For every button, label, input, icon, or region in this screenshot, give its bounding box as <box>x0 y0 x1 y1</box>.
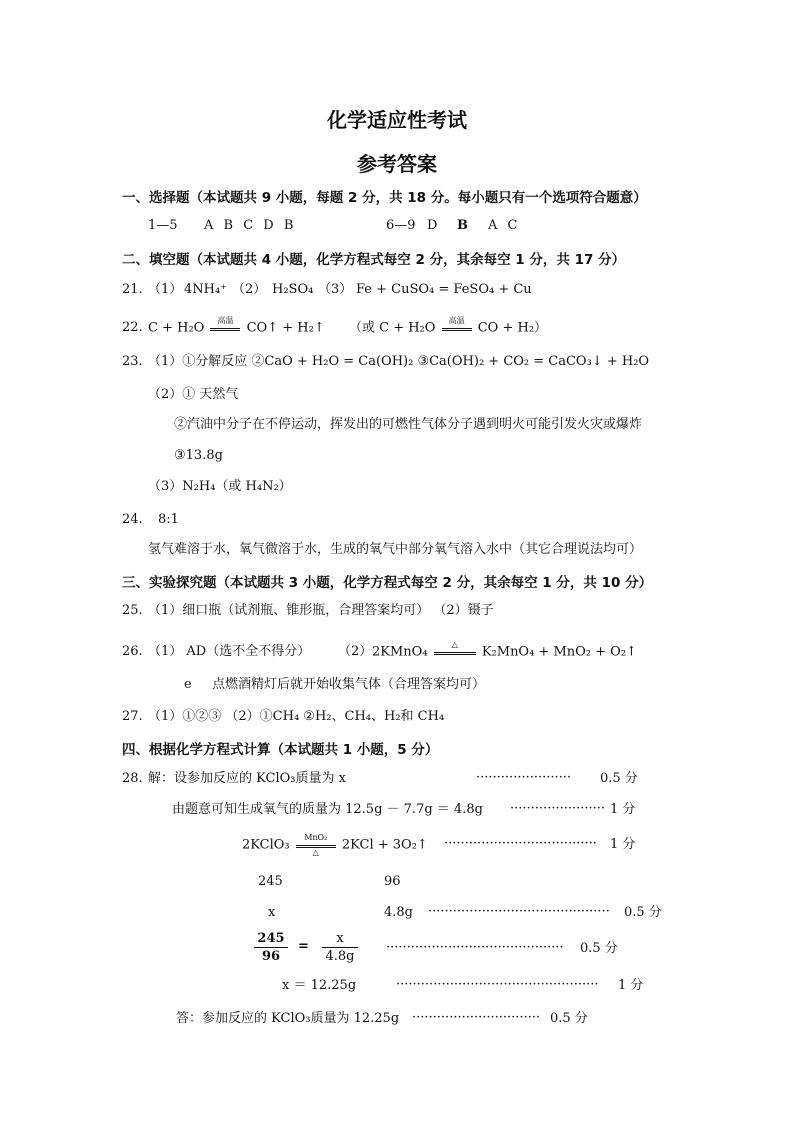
q21-part-3: （3） <box>318 282 353 297</box>
reaction-arrow <box>296 833 336 857</box>
q28-score-1: 0.5 分 <box>600 771 638 786</box>
q28-fraction-left <box>254 930 288 965</box>
reaction-arrow <box>210 316 240 337</box>
q26-number: 26. <box>122 644 143 659</box>
q28-heat: △ <box>312 848 319 857</box>
q28-equation <box>242 833 428 857</box>
section-heading-4: 四、根据化学方程式计算（本试题共 1 小题，5 分） <box>122 742 439 758</box>
q1-answer-7: B <box>457 218 468 233</box>
q23-line-4: ③13.8g <box>174 448 223 463</box>
section-heading-2: 二、填空题（本试题共 4 小题，化学方程式每空 2 分，其余每空 1 分，共 17 分） <box>122 252 626 268</box>
q28-score-3: 1 分 <box>610 837 636 852</box>
q1-range-2: 6—9 <box>386 218 416 233</box>
q22-alt-condition: 高温 <box>448 316 465 325</box>
q23-line-5: （3）N₂H₄（或 H₄N₂） <box>148 479 292 494</box>
q28-equals: = <box>298 939 309 954</box>
q28-line-1: 解：设参加反应的 KClO₃质量为 x <box>148 771 346 786</box>
q28-frac-num-2: x <box>322 930 358 948</box>
reaction-arrow <box>442 316 472 337</box>
leader-dots: ····································· <box>444 836 597 851</box>
leader-dots: ················································· <box>396 977 599 992</box>
leader-dots: ······················· <box>476 770 572 785</box>
q26-condition: △ <box>451 640 458 649</box>
q26-equation <box>372 640 637 662</box>
q26-e-text: 点燃酒精灯后就开始收集气体（合理答案均可） <box>212 677 486 692</box>
q28-mass-kclo3: 245 <box>258 874 283 889</box>
q1-answer-6: D <box>427 218 438 233</box>
q21-answer-3: Fe + CuSO₄ = FeSO₄ + Cu <box>356 282 532 297</box>
q28-score-4: 0.5 分 <box>624 905 662 920</box>
q23-line-2: （2）① 天然气 <box>148 387 239 402</box>
leader-dots: ······················· <box>510 801 606 816</box>
q26-lhs: 2KMnO₄ <box>372 644 428 660</box>
q25-line: （1）细口瓶（试剂瓶、锥形瓶，合理答案均可） （2）镊子 <box>148 603 494 618</box>
q26-part-2: （2） <box>338 644 373 659</box>
q26-rhs: K₂MnO₄ + MnO₂ + O₂↑ <box>481 644 637 660</box>
q21-part-1: （1） <box>148 282 183 297</box>
q22-alt-rhs: CO + H₂） <box>477 320 548 336</box>
q28-frac-den-2: 4.8g <box>325 949 355 964</box>
q22-alt-lhs: （或 C + H₂O <box>348 320 436 336</box>
q22-number: 22. <box>122 320 143 335</box>
q24-explanation: 氢气难溶于水，氧气微溶于水，生成的氧气中部分氧气溶入水中（其它合理说法均可） <box>148 542 643 557</box>
q27-number: 27. <box>122 709 143 724</box>
q28-var-x: x <box>268 905 276 920</box>
q26-e-label: e <box>184 677 192 692</box>
q22-lhs: C + H₂O <box>148 320 205 336</box>
q22-condition: 高温 <box>217 316 234 325</box>
q28-catalyst: MnO₂ <box>304 833 328 842</box>
page-title: 化学适应性考试 <box>327 108 467 132</box>
q28-number: 28. <box>122 771 143 786</box>
q28-eq-rhs: 2KCl + 3O₂↑ <box>341 837 428 853</box>
q28-score-2: 1 分 <box>610 802 636 817</box>
q26-part-1: （1） AD（选不全不得分） <box>148 644 311 659</box>
q28-line-2: 由题意可知生成氧气的质量为 12.5g － 7.7g ＝ 4.8g <box>172 802 483 817</box>
section-heading-3: 三、实验探究题（本试题共 3 小题，化学方程式每空 2 分，其余每空 1 分，共 10 分） <box>122 575 653 591</box>
q27-line: （1）①②③ （2）①CH₄ ②H₂、CH₄、H₂和 CH₄ <box>148 709 445 724</box>
q1-answers-8-9: A C <box>488 218 518 233</box>
section-heading-1: 一、选择题（本试题共 9 小题，每题 2 分，共 18 分。每小题只有一个选项符合题意） <box>122 190 647 206</box>
q22-rhs: CO↑ + H₂↑ <box>246 320 325 336</box>
q23-line-1: （1）①分解反应 ②CaO + H₂O = Ca(OH)₂ ③Ca(OH)₂ + CO₂ = CaCO₃↓ + H₂O <box>148 354 650 369</box>
q28-var-o2: 4.8g <box>384 905 413 920</box>
q28-score-6: 1 分 <box>618 978 644 993</box>
q28-score-7: 0.5 分 <box>550 1011 588 1026</box>
q28-score-5: 0.5 分 <box>580 941 618 956</box>
q24-answer: 8:1 <box>158 512 179 527</box>
q28-eq-lhs: 2KClO₃ <box>242 837 290 853</box>
q28-frac-num-1: 245 <box>254 930 288 948</box>
q21-answer-2: H₂SO₄ <box>272 282 314 297</box>
q28-fraction-right <box>322 930 358 965</box>
q24-number: 24. <box>122 512 143 527</box>
q22-equation <box>148 316 548 338</box>
reaction-arrow <box>434 640 476 661</box>
q21-answer-1: 4NH₄⁺ <box>184 282 228 297</box>
q1-range-1: 1—5 <box>148 218 178 233</box>
q28-result: x ＝ 12.25g <box>282 978 357 993</box>
q1-answers-1: A B C D B <box>204 218 294 233</box>
q28-mass-o2: 96 <box>384 874 401 889</box>
q28-frac-den-1: 96 <box>261 949 281 964</box>
q21-part-2: （2） <box>232 282 267 297</box>
q28-answer: 答：参加反应的 KClO₃质量为 12.25g <box>176 1011 400 1026</box>
q23-number: 23. <box>122 354 143 369</box>
leader-dots: ··········································· <box>386 940 564 955</box>
leader-dots: ············································ <box>428 904 610 919</box>
page-subtitle: 参考答案 <box>357 152 437 176</box>
q21-number: 21. <box>122 282 143 297</box>
leader-dots: ······························· <box>412 1010 541 1025</box>
q25-number: 25. <box>122 603 143 618</box>
q23-line-3: ②汽油中分子在不停运动，挥发出的可燃性气体分子遇到明火可能引发火灾或爆炸 <box>174 417 643 432</box>
